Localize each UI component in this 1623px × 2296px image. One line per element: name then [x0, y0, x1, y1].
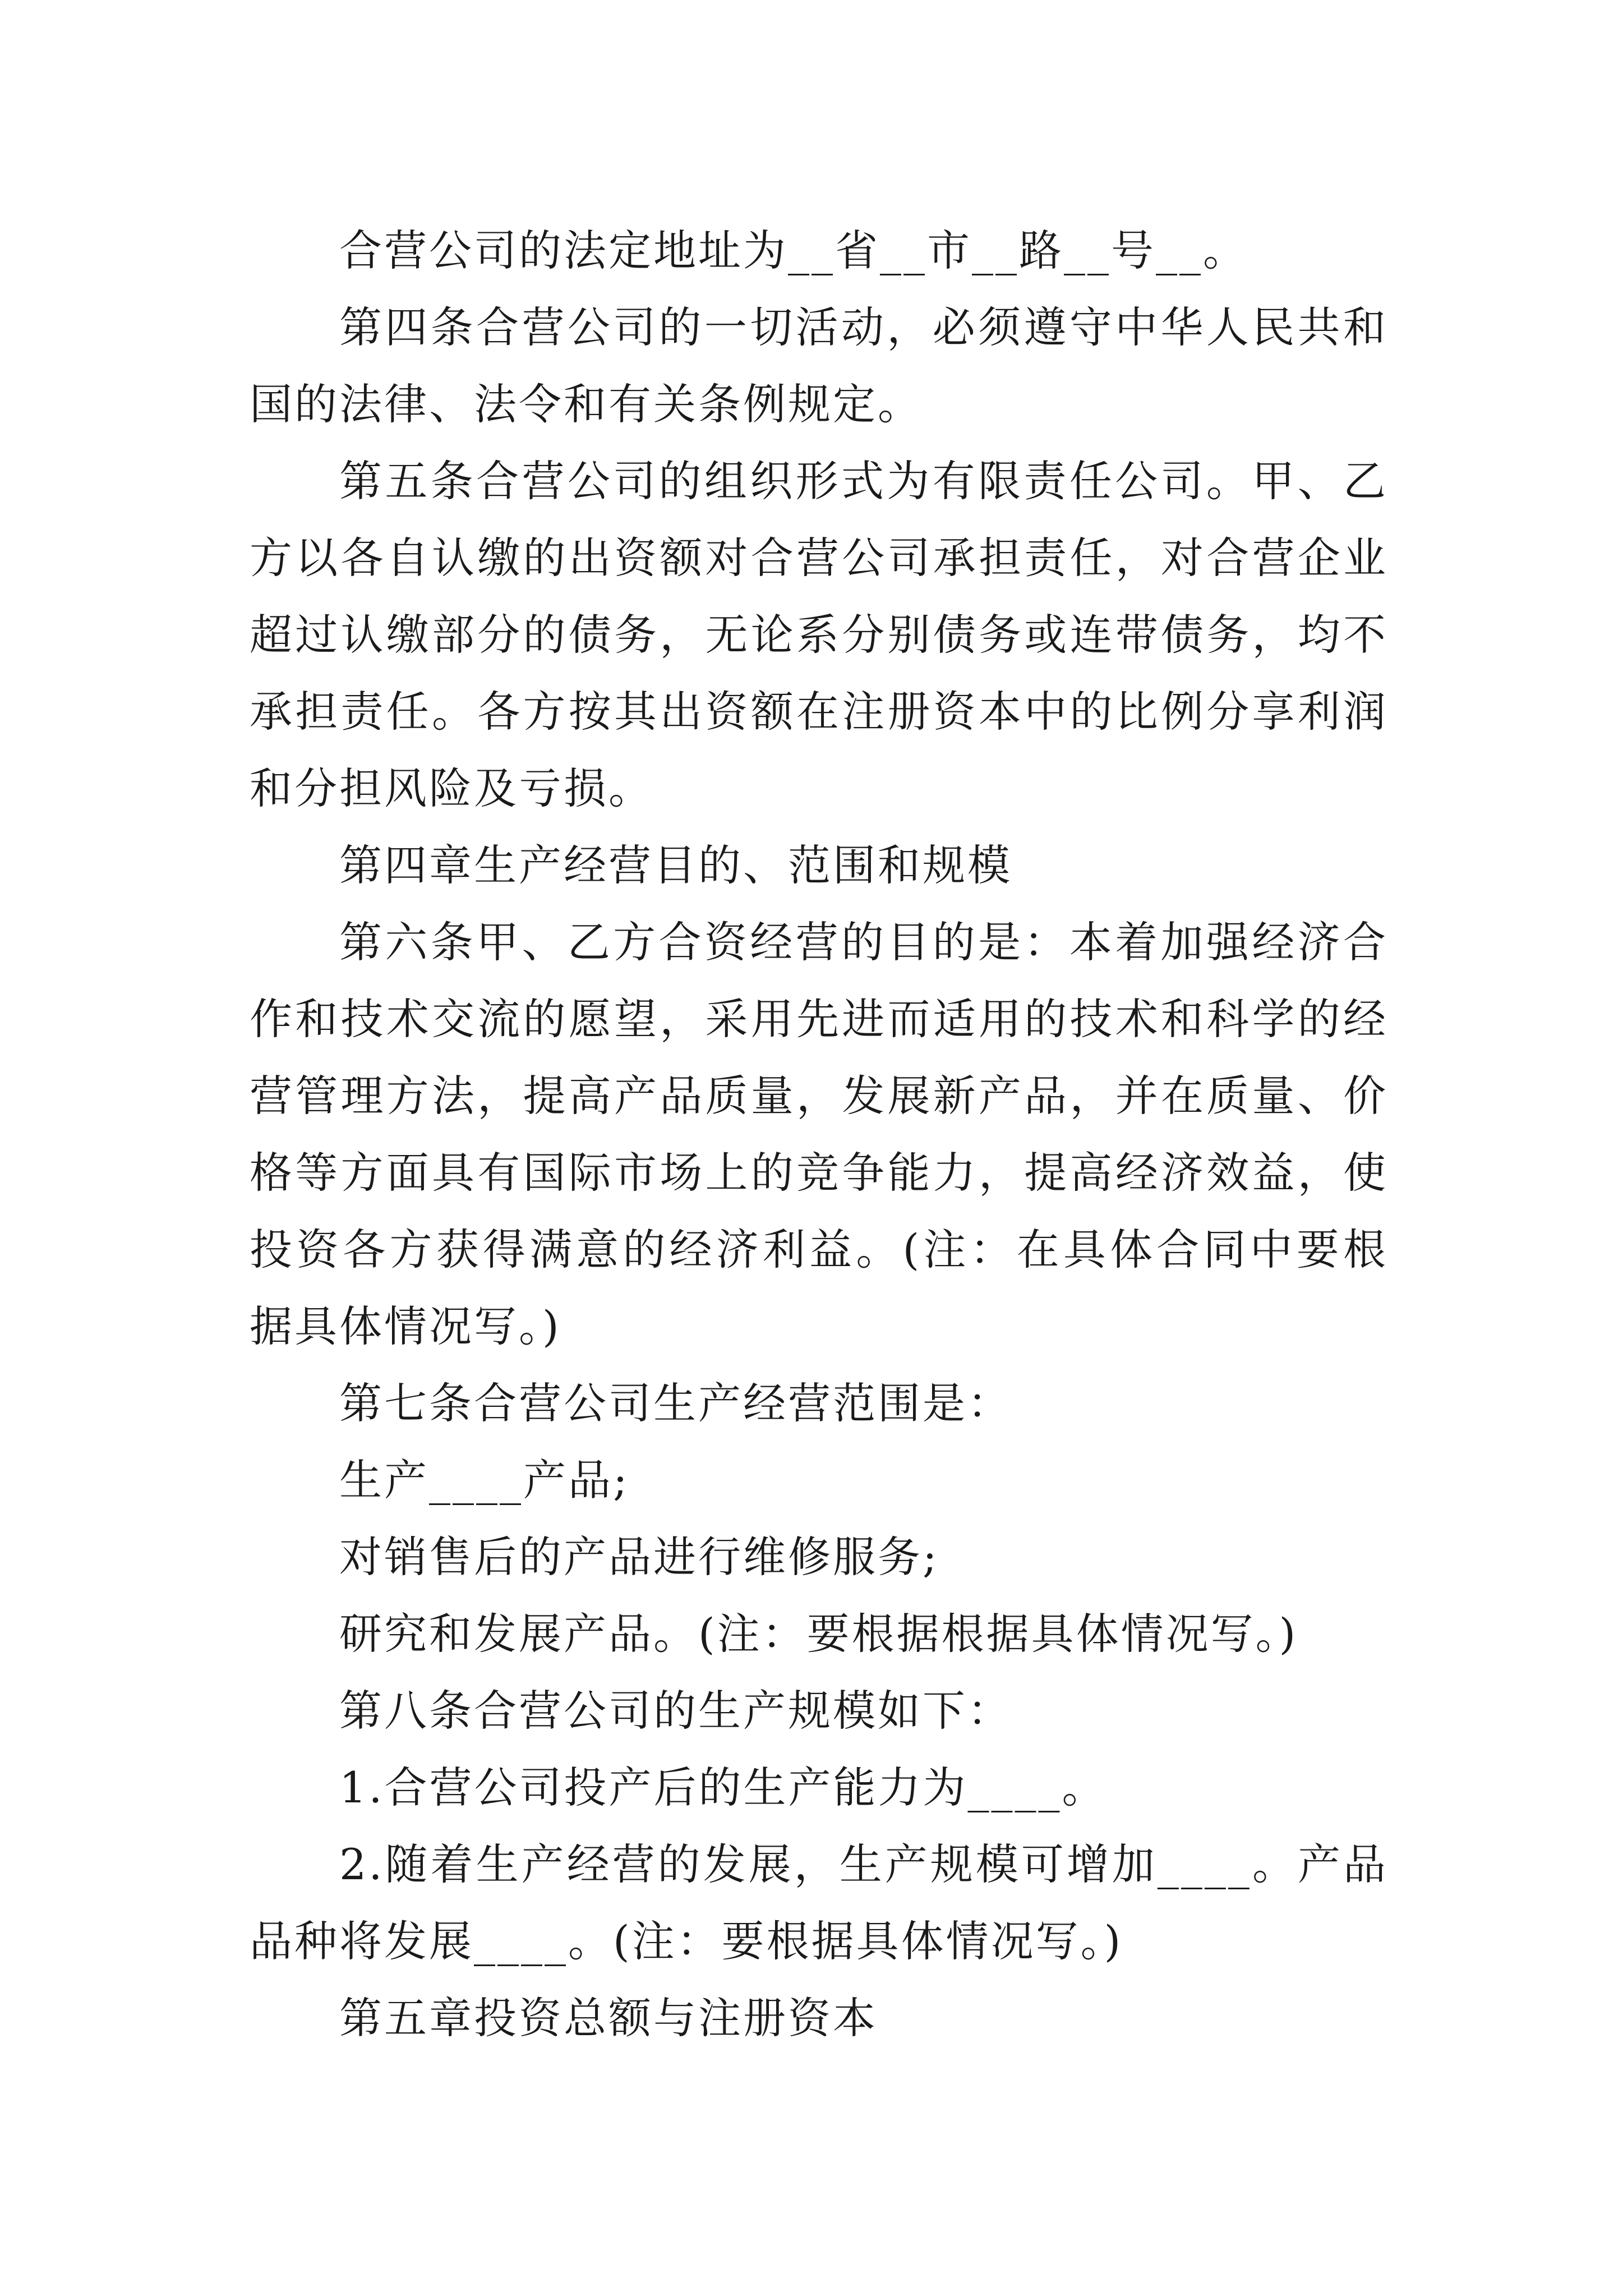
scale-item-1: 1.合营公司投产后的生产能力为____。 — [339, 1763, 1107, 1812]
chapter-4-heading: 第四章生产经营目的、范围和规模 — [339, 840, 1012, 890]
paragraph-article-6: 第六条甲、乙方合资经营的目的是：本着加强经济合作和技术交流的愿望，采用先进而适用的技术和科学的经营管理方法，提高产品质量，发展新产品，并在质量、价格等方面具有国际市场上的竞争能力，提高经济效益，使投资各方获得满意的经济利益。(注：在具体合同中要根据具体情况写。) — [250, 917, 1388, 1351]
paragraph-article-4: 第四条合营公司的一切活动，必须遵守中华人民共和国的法律、法令和有关条例规定。 — [250, 302, 1388, 429]
paragraph-article-8: 第八条合营公司的生产规模如下： — [339, 1686, 1012, 1736]
scope-item-repair: 对销售后的产品进行维修服务; — [339, 1532, 939, 1582]
scope-item-research: 研究和发展产品。(注：要根据根据具体情况写。) — [339, 1609, 1298, 1659]
paragraph-legal-address: 合营公司的法定地址为__省__市__路__号__。 — [339, 226, 1248, 275]
paragraph-article-5: 第五条合营公司的组织形式为有限责任公司。甲、乙方以各自认缴的出资额对合营公司承担责任，对合营企业超过认缴部分的债务，无论系分别债务或连带债务，均不承担责任。各方按其出资额在注册资本中的比例分享利润和分担风险及亏损。 — [250, 456, 1388, 813]
paragraph-article-7: 第七条合营公司生产经营范围是： — [339, 1378, 1012, 1428]
scale-item-2: 2.随着生产经营的发展，生产规模可增加____。产品品种将发展____。(注：要根据具体情况写。) — [250, 1839, 1388, 1966]
chapter-5-heading: 第五章投资总额与注册资本 — [339, 1993, 878, 2043]
scope-item-production: 生产____产品; — [339, 1455, 630, 1505]
contract-body — [250, 212, 1388, 2056]
